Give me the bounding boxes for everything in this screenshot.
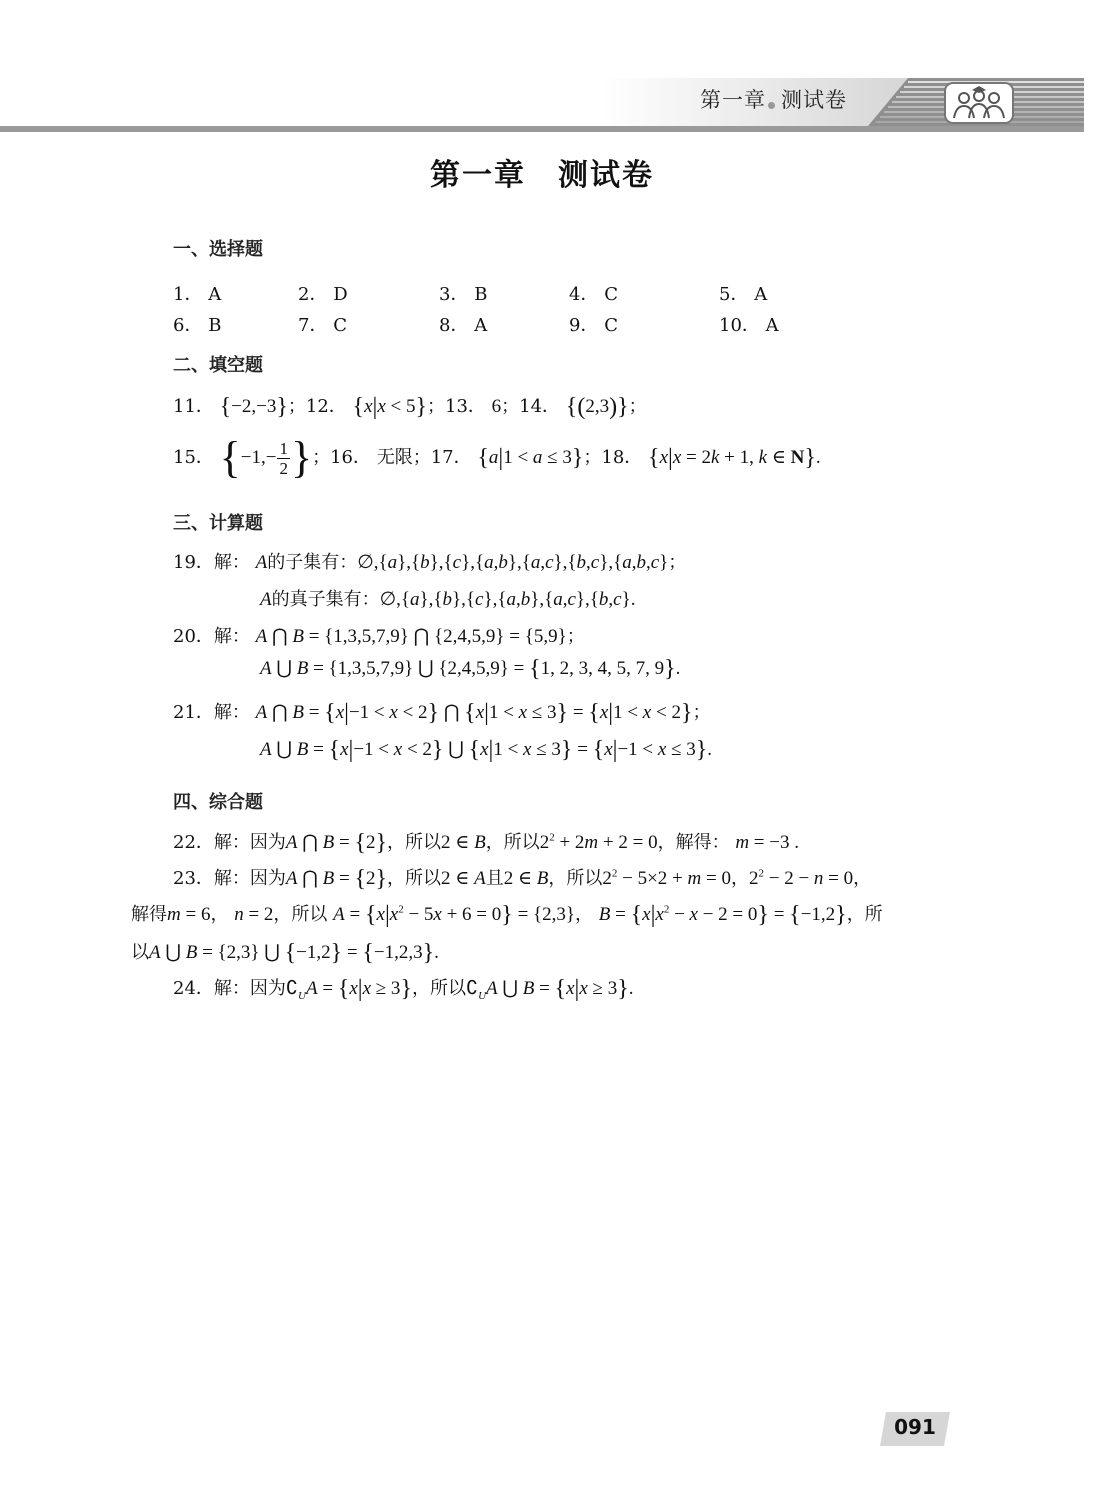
- header-section: 测试卷: [781, 88, 847, 112]
- choice-item: 3． B: [439, 284, 488, 305]
- choice-item: 10． A: [719, 315, 779, 336]
- choice-item: 9． C: [569, 315, 618, 336]
- choice-item: 8． A: [439, 315, 488, 336]
- calc-19-line-1: 19．解： A的子集有：∅,{a},{b},{c},{a,b},{a,c},{b,c},{a,b,c}；: [173, 552, 687, 573]
- choice-item: 1． A: [173, 284, 222, 305]
- page-number: 091: [894, 1415, 936, 1439]
- fill-line-2: 15． {−1,− $\frac{1}{2}$ }；16． 无限；17． {a|1 < a ≤ 3}；18． {x|x = 2k + 1, k ∈ N}.: [173, 433, 821, 482]
- comp-23-line-1: 23．解：因为A ⋂ B = {2}，所以2 ∈ A且2 ∈ B，所以$2^2 - 5\times 2 + m = 0$，$2^2 - 2 - n = 0$，: [173, 866, 872, 892]
- calc-20-line-2: A ⋃ B = {1,3,5,7,9} ⋃ {2,4,5,9} = {1, 2, 3, 4, 5, 7, 9}.: [260, 656, 681, 682]
- comp-22: 22．解：因为A ⋂ B = {2}，所以2 ∈ B，所以$2^2 + 2m + 2 = 0$，解得： m = −3 .: [173, 830, 799, 856]
- calc-21-line-2: A ⋃ B = {x|−1 < x < 2} ⋃ {x|1 < x ≤ 3} = {x|−1 < x ≤ 3}.: [260, 737, 713, 763]
- calc-19-line-2: A的真子集有：∅,{a},{b},{c},{a,b},{a,c},{b,c}.: [260, 589, 636, 610]
- choice-item: 2． D: [298, 284, 348, 305]
- students-icon: [944, 82, 1014, 124]
- comp-24: 24．解：因为$∁_UA = \{x|x \ge 3\}$，所以$∁_UA$ ⋃ B = {x|x ≥ 3}.: [173, 976, 634, 1002]
- header-rule: [0, 126, 1084, 132]
- section-heading-calc: 三、计算题: [173, 513, 263, 534]
- comp-23-line-3: 以A ⋃ B = {2,3} ⋃ {−1,2} = {−1,2,3}.: [131, 940, 439, 966]
- header-title: [700, 84, 847, 114]
- section-heading-choice: 一、选择题: [173, 239, 263, 260]
- calc-20-line-1: 20．解： A ⋂ B = {1,3,5,7,9} ⋂ {2,4,5,9} = {5,9}；: [173, 626, 585, 647]
- choice-item: 4． C: [569, 284, 618, 305]
- comp-23-line-2: 解得m = 6， n = 2，所以 $A = \{x|x^2 - 5x + 6 = 0\} = \{2,3\}$， $B = \{x|x^2 - x - 2 = 0\} = \{-1,2\}$，所: [131, 902, 883, 928]
- calc-21-line-1: 21．解： A ⋂ B = {x|−1 < x < 2} ⋂ {x|1 < x ≤ 3} = {x|1 < x < 2}；: [173, 700, 711, 726]
- header-chapter: 第一章: [700, 88, 766, 112]
- choice-item: 5． A: [719, 284, 768, 305]
- page-title: 第一章 测试卷: [430, 158, 654, 193]
- section-heading-fill: 二、填空题: [173, 355, 263, 376]
- fill-line-1: 11． {−2,−3}；12． {x|x < 5}；13． 6；14． {(2,3)}；: [173, 394, 647, 420]
- choice-item: 7． C: [298, 315, 347, 336]
- choice-item: 6． B: [173, 315, 222, 336]
- header-dot-icon: [768, 102, 775, 109]
- section-heading-comprehensive: 四、综合题: [173, 792, 263, 813]
